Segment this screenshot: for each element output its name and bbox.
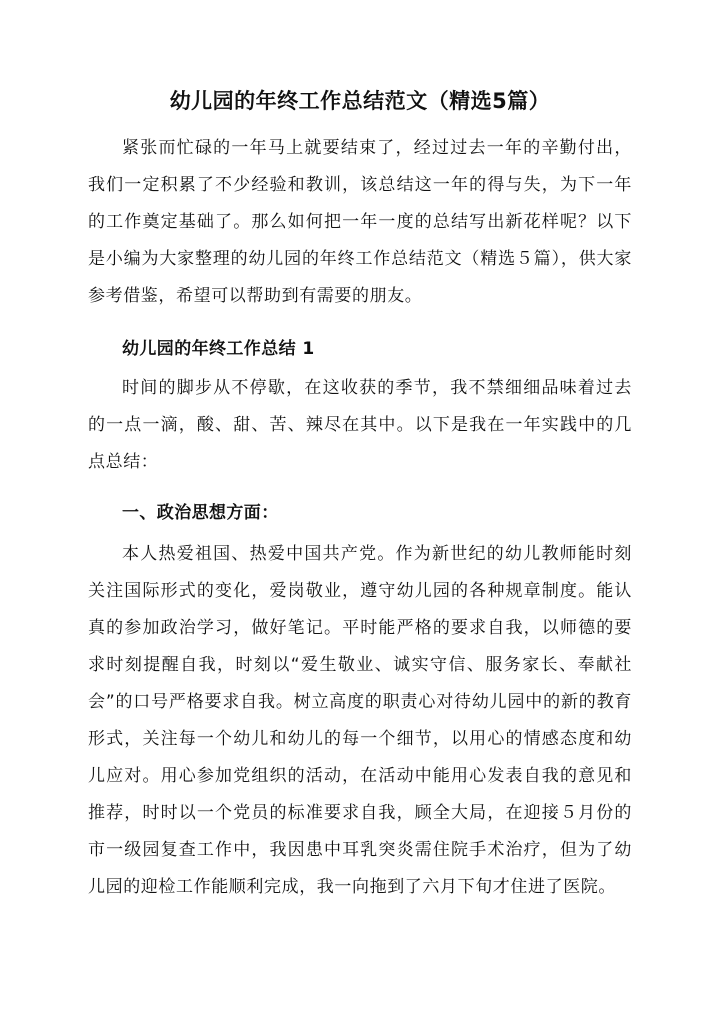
subsection-heading: 一、政治思想方面：	[122, 503, 279, 523]
subsection-paragraph: 本人热爱祖国、热爱中国共产党。作为新世纪的幼儿教师能时刻关注国际形式的变化，爱岗敬业，遵守幼儿园的各种规章制度。能认真的参加政治学习，做好笔记。平时能严格的要求自我，以师德的要求时刻提醒自我，时刻以“爱生敬业、诚实守信、服务家长、奉献社会”的口号严格要求自我。树立高度的职责心对待幼儿园中的新的教育形式，关注每一个幼儿和幼儿的每一个细节，以用心的情感态度和幼儿应对。用心参加党组织的活动，在活动中能用心发表自我的意见和推荐，时时以一个党员的标准要求自我，顾全大局，在迎接５月份的市一级园复查工作中，我因患中耳乳突炎需住院手术治疗，但为了幼儿园的迎检工作能顺利完成，我一向拖到了六月下旬才住进了医院。	[88, 544, 632, 897]
document-title: 幼儿园的年终工作总结范文（精选5篇）	[169, 89, 551, 113]
section-heading: 幼儿园的年终工作总结 1	[122, 339, 315, 359]
intro-paragraph: 紧张而忙碌的一年马上就要结束了，经过过去一年的辛勤付出，我们一定积累了不少经验和教训，该总结这一年的得与失，为下一年的工作奠定基础了。那么如何把一年一度的总结写出新花样呢？以下是小编为大家整理的幼儿园的年终工作总结范文（精选５篇），供大家参考借鉴，希望可以帮助到有需要的朋友。	[88, 138, 632, 306]
section-paragraph: 时间的脚步从不停歇，在这收获的季节，我不禁细细品味着过去的一点一滴，酸、甜、苦、辣尽在其中。以下是我在一年实践中的几点总结：	[88, 378, 632, 472]
